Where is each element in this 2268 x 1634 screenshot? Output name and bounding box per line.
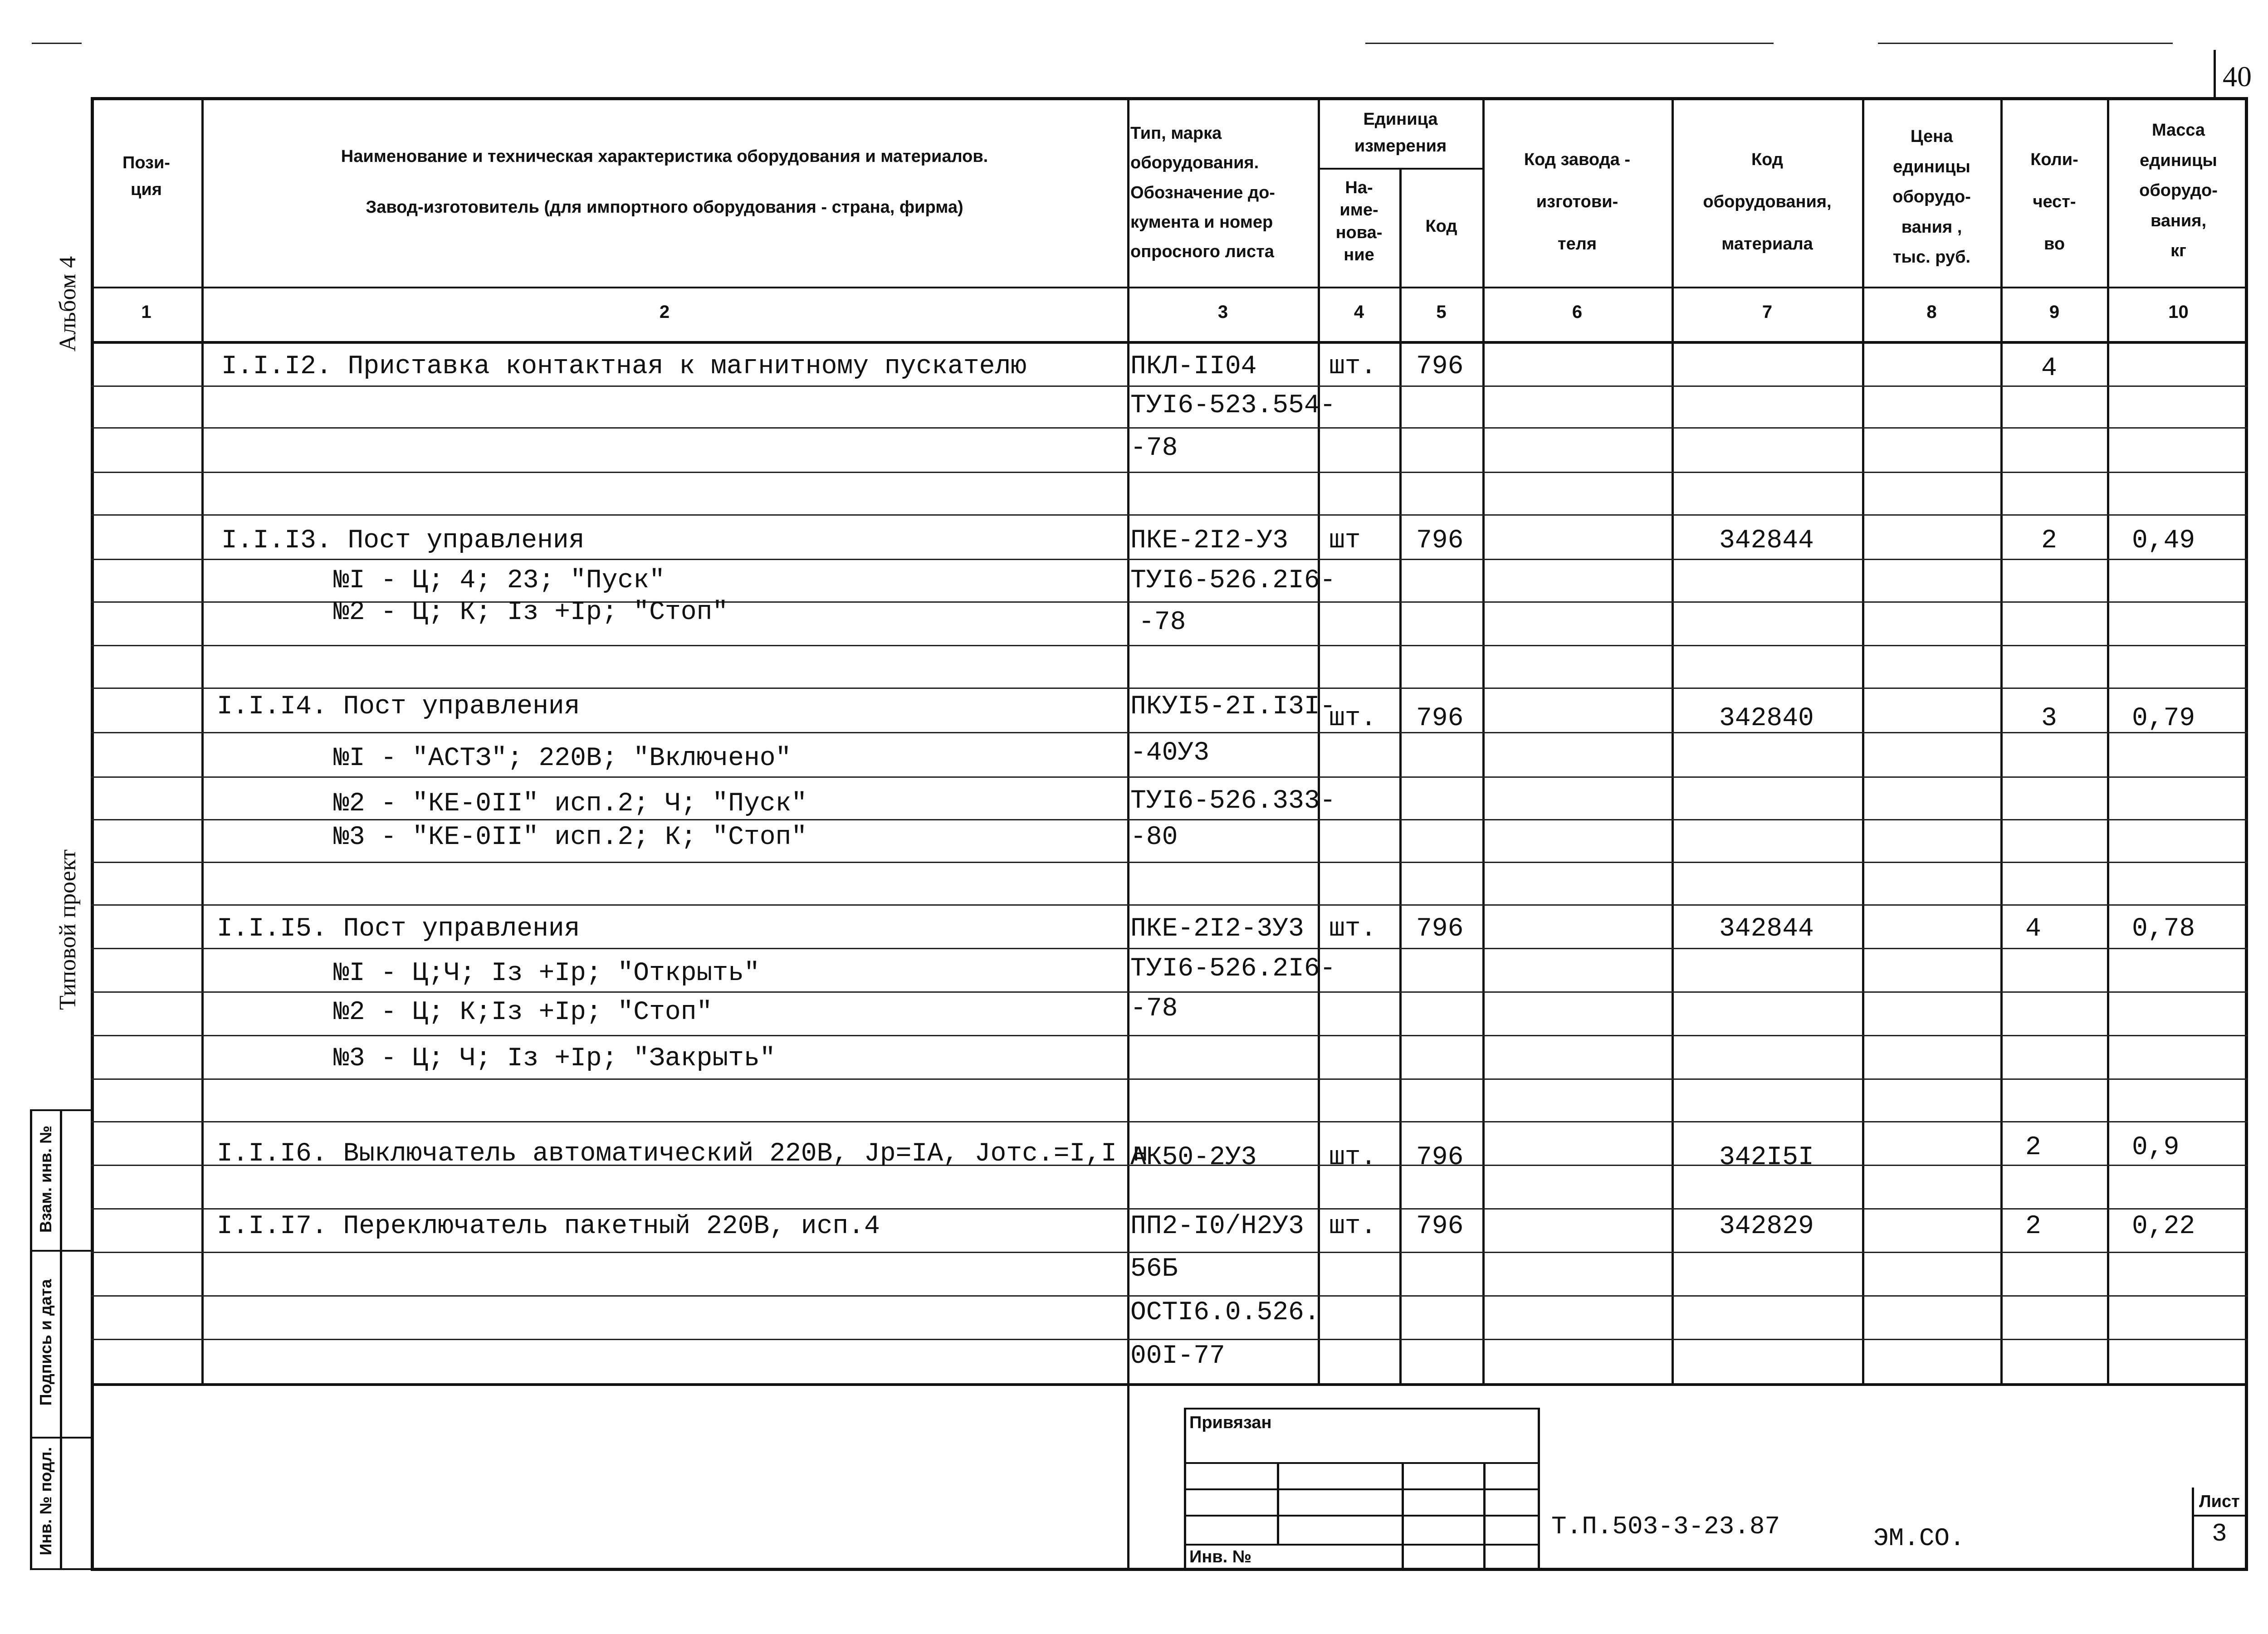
item-mass: 0,22 xyxy=(2132,1212,2195,1241)
col-divider xyxy=(2000,97,2003,1385)
page-number-top: 40 xyxy=(2223,60,2252,93)
item-unit: шт. xyxy=(1329,1143,1377,1172)
header-line xyxy=(1318,168,1482,170)
table-bottom-line xyxy=(91,1383,2248,1386)
header-name-2: Завод-изготовитель (для импортного оборудования - страна, фирма) xyxy=(366,198,963,217)
title-inv-no: Инв. № xyxy=(1189,1547,1252,1566)
item-type: 00I-77 xyxy=(1130,1341,1225,1371)
row-line xyxy=(91,1252,2248,1253)
row-line xyxy=(91,819,2248,820)
title-block-line xyxy=(2192,1515,2248,1517)
item-mass: 0,78 xyxy=(2132,914,2195,944)
row-line xyxy=(91,991,2248,993)
item-equip-code: 342844 xyxy=(1719,526,1814,556)
item-detail: №2 - Ц; К;Iз +Iр; "Стоп" xyxy=(333,998,713,1027)
header-unit-name: На- име- нова- ние xyxy=(1335,178,1383,265)
item-unit: шт xyxy=(1329,526,1361,556)
row-line xyxy=(91,948,2248,949)
side-project-label: Типовой проект xyxy=(55,849,81,1010)
item-equip-code: 342I5I xyxy=(1719,1143,1814,1172)
item-qty: 3 xyxy=(2041,704,2057,733)
title-sheet-number: 3 xyxy=(2212,1519,2227,1548)
title-block-line xyxy=(1483,1462,1486,1571)
item-type: ПКЕ-2I2-У3 xyxy=(1130,526,1289,556)
col-number: 6 xyxy=(1572,302,1583,322)
item-name: I.I.I7. Переключатель пакетный 220В, исп.4 xyxy=(217,1212,880,1241)
title-privyazan: Привязан xyxy=(1189,1413,1272,1432)
item-type: -78 xyxy=(1130,434,1178,463)
header-price: Цена единицы оборудо- вания , тыс. руб. xyxy=(1892,127,1971,267)
row-line xyxy=(91,514,2248,516)
item-unit-code: 796 xyxy=(1416,704,1464,733)
header-qty: Коли- чест- во xyxy=(2030,150,2078,254)
item-name: I.I.I2. Приставка контактная к магнитному пускателю xyxy=(221,352,1027,381)
col-divider xyxy=(1318,97,1320,1385)
row-line xyxy=(91,645,2248,646)
row-line xyxy=(91,1339,2248,1340)
item-name: I.I.I5. Пост управления xyxy=(217,914,580,944)
row-line xyxy=(91,385,2248,387)
item-type: ОСТI6.0.526. xyxy=(1130,1298,1320,1327)
item-name: I.I.I3. Пост управления xyxy=(221,526,585,556)
item-mass: 0,79 xyxy=(2132,704,2195,733)
item-mass: 0,9 xyxy=(2132,1133,2180,1162)
item-unit: шт. xyxy=(1329,704,1377,733)
item-detail: №I - Ц;Ч; Iз +Iр; "Открыть" xyxy=(333,959,760,988)
item-type: ТУI6-526.2I6- xyxy=(1130,954,1336,984)
col-number: 1 xyxy=(141,302,152,322)
row-line xyxy=(91,427,2248,429)
item-qty: 2 xyxy=(2025,1133,2041,1162)
row-line xyxy=(91,732,2248,733)
title-block-line xyxy=(1184,1408,1540,1410)
title-sheet-label: Лист xyxy=(2199,1492,2240,1511)
side-album-label: Альбом 4 xyxy=(55,256,81,352)
row-line xyxy=(91,559,2248,560)
col-number: 4 xyxy=(1354,302,1364,322)
stamp-border xyxy=(30,1568,93,1570)
col-number: 3 xyxy=(1217,302,1228,322)
item-type: ПКЛ-II04 xyxy=(1130,352,1257,381)
scan-mark xyxy=(32,43,82,44)
header-unit-code: Код xyxy=(1425,217,1457,236)
item-mass: 0,49 xyxy=(2132,526,2195,556)
title-block-line xyxy=(1184,1462,1540,1464)
col-number: 2 xyxy=(659,302,670,322)
title-block-line xyxy=(1184,1515,1540,1517)
stamp-border xyxy=(60,1109,62,1570)
item-type: АК50-2У3 xyxy=(1130,1143,1257,1172)
stamp-border xyxy=(30,1250,93,1252)
item-unit: шт. xyxy=(1329,914,1377,944)
item-detail: №I - "АСТЗ"; 220В; "Включено" xyxy=(333,744,792,773)
item-detail: №I - Ц; 4; 23; "Пуск" xyxy=(333,566,665,595)
title-block-line xyxy=(1184,1488,1540,1490)
title-block-line xyxy=(1538,1408,1540,1571)
page-number-divider xyxy=(2214,50,2216,100)
header-unit: Единица измерения xyxy=(1354,110,1447,156)
item-unit-code: 796 xyxy=(1416,352,1464,381)
item-equip-code: 342829 xyxy=(1719,1212,1814,1241)
row-line xyxy=(91,1078,2248,1080)
scan-mark xyxy=(1878,43,2173,44)
item-type: ПП2-I0/Н2У3 xyxy=(1130,1212,1304,1241)
col-divider xyxy=(1482,97,1485,1385)
row-line xyxy=(91,1035,2248,1036)
row-line xyxy=(91,1208,2248,1210)
title-block-line xyxy=(1184,1544,1540,1546)
item-type: 56Б xyxy=(1130,1254,1178,1284)
row-line xyxy=(91,1121,2248,1122)
item-detail: №2 - "КЕ-0II" исп.2; Ч; "Пуск" xyxy=(333,789,807,819)
row-line xyxy=(91,688,2248,689)
item-unit-code: 796 xyxy=(1416,526,1464,556)
item-unit-code: 796 xyxy=(1416,1143,1464,1172)
stamp-inv-podl-label: Инв. № подл. xyxy=(36,1447,55,1556)
item-type: ПКЕ-2I2-3У3 xyxy=(1130,914,1304,944)
stamp-border xyxy=(30,1109,32,1570)
item-type: -78 xyxy=(1139,608,1186,637)
col-number: 5 xyxy=(1436,302,1447,322)
item-unit: шт. xyxy=(1329,1212,1377,1241)
stamp-podpis-label: Подпись и дата xyxy=(36,1279,55,1406)
item-type: ТУI6-526.2I6- xyxy=(1130,566,1336,595)
item-qty: 4 xyxy=(2041,354,2057,383)
header-type: Тип, марка оборудования. Обозначение до- кумента и номер опросного листа xyxy=(1130,124,1275,262)
row-line xyxy=(91,862,2248,863)
header-position: Пози- ция xyxy=(122,153,170,199)
item-name: I.I.I6. Выключатель автоматический 220В, Jр=IА, Jотс.=I,I н xyxy=(217,1139,1149,1169)
col-divider xyxy=(2107,97,2109,1385)
col-divider xyxy=(1672,97,1674,1385)
item-unit-code: 796 xyxy=(1416,1212,1464,1241)
header-mass: Масса единицы оборудо- вания, кг xyxy=(2139,121,2218,260)
col-divider xyxy=(201,97,204,1385)
title-block-line xyxy=(1277,1462,1279,1544)
col-number: 8 xyxy=(1926,302,1937,322)
stamp-vzam-label: Взам. инв. № xyxy=(36,1125,55,1233)
item-type: -78 xyxy=(1130,994,1178,1024)
item-type: ТУI6-526.333- xyxy=(1130,786,1336,816)
col-number: 9 xyxy=(2049,302,2060,322)
title-block-line xyxy=(1402,1462,1404,1571)
item-qty: 2 xyxy=(2025,1212,2041,1241)
title-doc-code: Т.П.503-3-23.87 xyxy=(1551,1512,1780,1541)
title-mark: ЭМ.СО. xyxy=(1873,1524,1965,1553)
item-type: ПКУI5-2I.I3I- xyxy=(1130,692,1336,722)
row-line xyxy=(91,776,2248,778)
scan-mark xyxy=(1365,43,1774,44)
row-line xyxy=(91,1295,2248,1297)
item-name: I.I.I4. Пост управления xyxy=(217,692,580,722)
item-detail: №2 - Ц; К; Iз +Iр; "Стоп" xyxy=(333,598,728,627)
row-line xyxy=(91,904,2248,906)
header-line xyxy=(91,341,2248,344)
item-type: -80 xyxy=(1130,823,1178,852)
col-number: 7 xyxy=(1762,302,1773,322)
item-detail: №3 - Ц; Ч; Iз +Iр; "Закрыть" xyxy=(333,1044,776,1073)
col-divider xyxy=(1862,97,1864,1385)
header-equip-code: Код оборудования, материала xyxy=(1703,150,1832,254)
item-unit: шт. xyxy=(1329,352,1377,381)
header-line xyxy=(91,287,2248,288)
item-unit-code: 796 xyxy=(1416,914,1464,944)
item-detail: №3 - "КЕ-0II" исп.2; К; "Стоп" xyxy=(333,823,807,852)
title-block-line xyxy=(2192,1488,2194,1571)
col-number: 10 xyxy=(2168,302,2189,322)
item-type: ТУI6-523.554- xyxy=(1130,391,1336,420)
header-name-1: Наименование и техническая характеристика оборудования и материалов. xyxy=(341,147,988,166)
item-type: -40У3 xyxy=(1130,738,1210,768)
header-factory-code: Код завода - изготови- теля xyxy=(1524,150,1631,254)
item-equip-code: 342840 xyxy=(1719,704,1814,733)
item-qty: 4 xyxy=(2025,914,2041,944)
item-equip-code: 342844 xyxy=(1719,914,1814,944)
row-line xyxy=(91,472,2248,473)
item-qty: 2 xyxy=(2041,526,2057,556)
